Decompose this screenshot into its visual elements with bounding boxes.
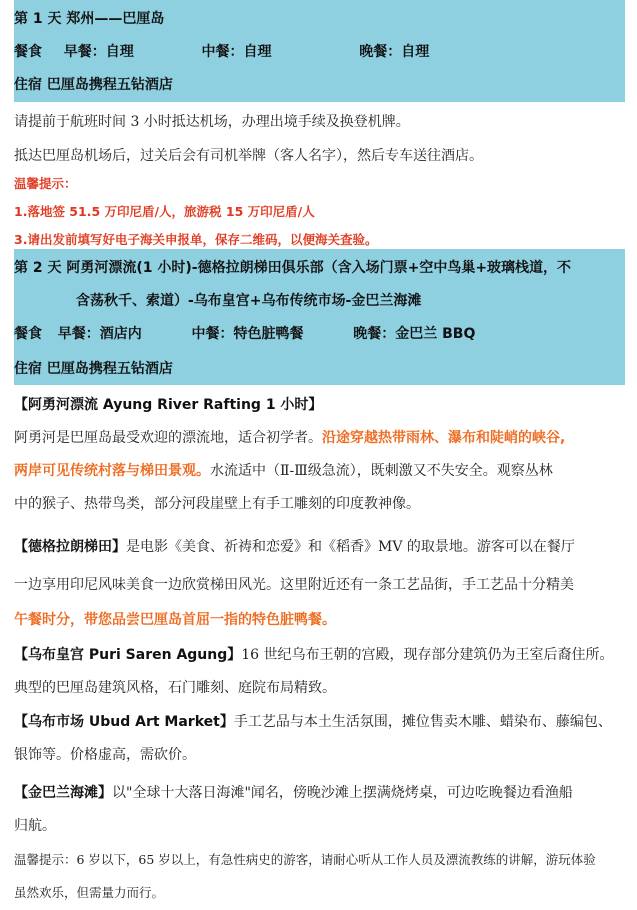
ayung-text: 水流适中（Ⅱ-Ⅲ级急流），既刺激又不失安全。观察丛林	[210, 463, 553, 479]
jimbaran-line-2: 归航。	[14, 818, 56, 834]
tegal-line-2: 一边享用印尼风味美食一边欣赏梯田风光。这里附近还有一条工艺品街，手工艺品十分精美	[14, 577, 574, 593]
palace-line-2: 典型的巴厘岛建筑风格，石门雕刻、庭院布局精致。	[14, 680, 336, 696]
market-heading: 【乌布市场 Ubud Art Market】	[14, 714, 234, 730]
palace-text: 16 世纪乌布王朝的宫殿，现存部分建筑仍为王室后裔住所。	[241, 647, 614, 663]
ayung-highlight: 沿途穿越热带雨林、瀑布和陡峭的峡谷,	[322, 430, 566, 446]
ayung-heading: 【阿勇河漂流 Ayung River Rafting 1 小时】	[14, 397, 323, 413]
day1-tip-1: 1.落地签 51.5 万印尼盾/人，旅游税 15 万印尼盾/人	[14, 204, 315, 219]
meals-label: 餐食	[14, 326, 42, 342]
ayung-line-3: 中的猴子、热带鸟类，部分河段崖壁上有手工雕刻的印度教神像。	[14, 496, 420, 512]
dinner: 晚餐：自理	[359, 44, 430, 60]
tegal-text: 是电影《美食、祈祷和恋爱》和《稻香》MV 的取景地。游客可以在餐厅	[126, 539, 575, 555]
day1-stay: 住宿 巴厘岛携程五钻酒店	[14, 77, 173, 93]
day2-title-line2: 含荡秋千、索道）-乌布皇宫+乌布传统市场-金巴兰海滩	[76, 293, 422, 309]
warm-tip-line-2: 虽然欢乐，但需量力而行。	[14, 885, 165, 900]
jimbaran-line-1	[14, 783, 573, 803]
market-line-2: 银饰等。价格虚高，需砍价。	[14, 747, 196, 763]
market-text: 手工艺品与本土生活氛围，摊位售卖木雕、蜡染布、藤编包、	[233, 714, 612, 730]
meals-label: 餐食	[14, 44, 42, 60]
jimbaran-heading: 【金巴兰海滩】	[14, 785, 112, 801]
day1-tips-title: 温馨提示：	[14, 176, 77, 191]
day1-tip-3: 3.请出发前填写好电子海关申报单，保存二维码，以便海关查验。	[14, 232, 378, 247]
tegal-line-1	[14, 537, 575, 557]
tegal-line-3: 午餐时分，带您品尝巴厘岛首屈一指的特色脏鸭餐。	[14, 612, 336, 628]
warm-tip-line-1: 温馨提示：6 岁以下，65 岁以上，有急性病史的游客，请耐心听从工作人员及漂流教练的讲解，游玩体验	[14, 852, 596, 867]
day2-title-line1: 第 2 天 阿勇河漂流(1 小时)-德格拉朗梯田俱乐部（含入场门票+空中鸟巢+玻璃栈道，不	[14, 260, 572, 276]
breakfast: 早餐：酒店内	[57, 326, 142, 342]
ayung-highlight: 两岸可见传统村落与梯田景观。	[14, 463, 210, 479]
market-line-1	[14, 712, 612, 732]
ayung-line-2	[14, 461, 553, 481]
day1-paragraph-1: 请提前于航班时间 3 小时抵达机场，办理出境手续及换登机牌。	[14, 114, 410, 130]
lunch: 中餐：自理	[201, 44, 272, 60]
jimbaran-text: 以"全球十大落日海滩"闻名，傍晚沙滩上摆满烧烤桌，可边吃晚餐边看渔船	[112, 785, 573, 801]
palace-heading: 【乌布皇宫 Puri Saren Agung】	[14, 647, 242, 663]
ayung-text: 阿勇河是巴厘岛最受欢迎的漂流地，适合初学者。	[14, 430, 322, 446]
breakfast: 早餐：自理	[63, 44, 134, 60]
day1-meals	[14, 42, 429, 62]
day2-stay: 住宿 巴厘岛携程五钻酒店	[14, 361, 173, 377]
ayung-line-1	[14, 428, 565, 448]
palace-line-1	[14, 645, 614, 665]
day1-paragraph-2: 抵达巴厘岛机场后，过关后会有司机举牌（客人名字），然后专车送往酒店。	[14, 148, 483, 164]
day2-meals	[14, 324, 475, 344]
day1-title: 第 1 天 郑州——巴厘岛	[14, 11, 165, 27]
dinner: 晚餐：金巴兰 BBQ	[353, 326, 476, 342]
lunch: 中餐：特色脏鸭餐	[191, 326, 304, 342]
tegal-heading: 【德格拉朗梯田】	[14, 539, 126, 555]
